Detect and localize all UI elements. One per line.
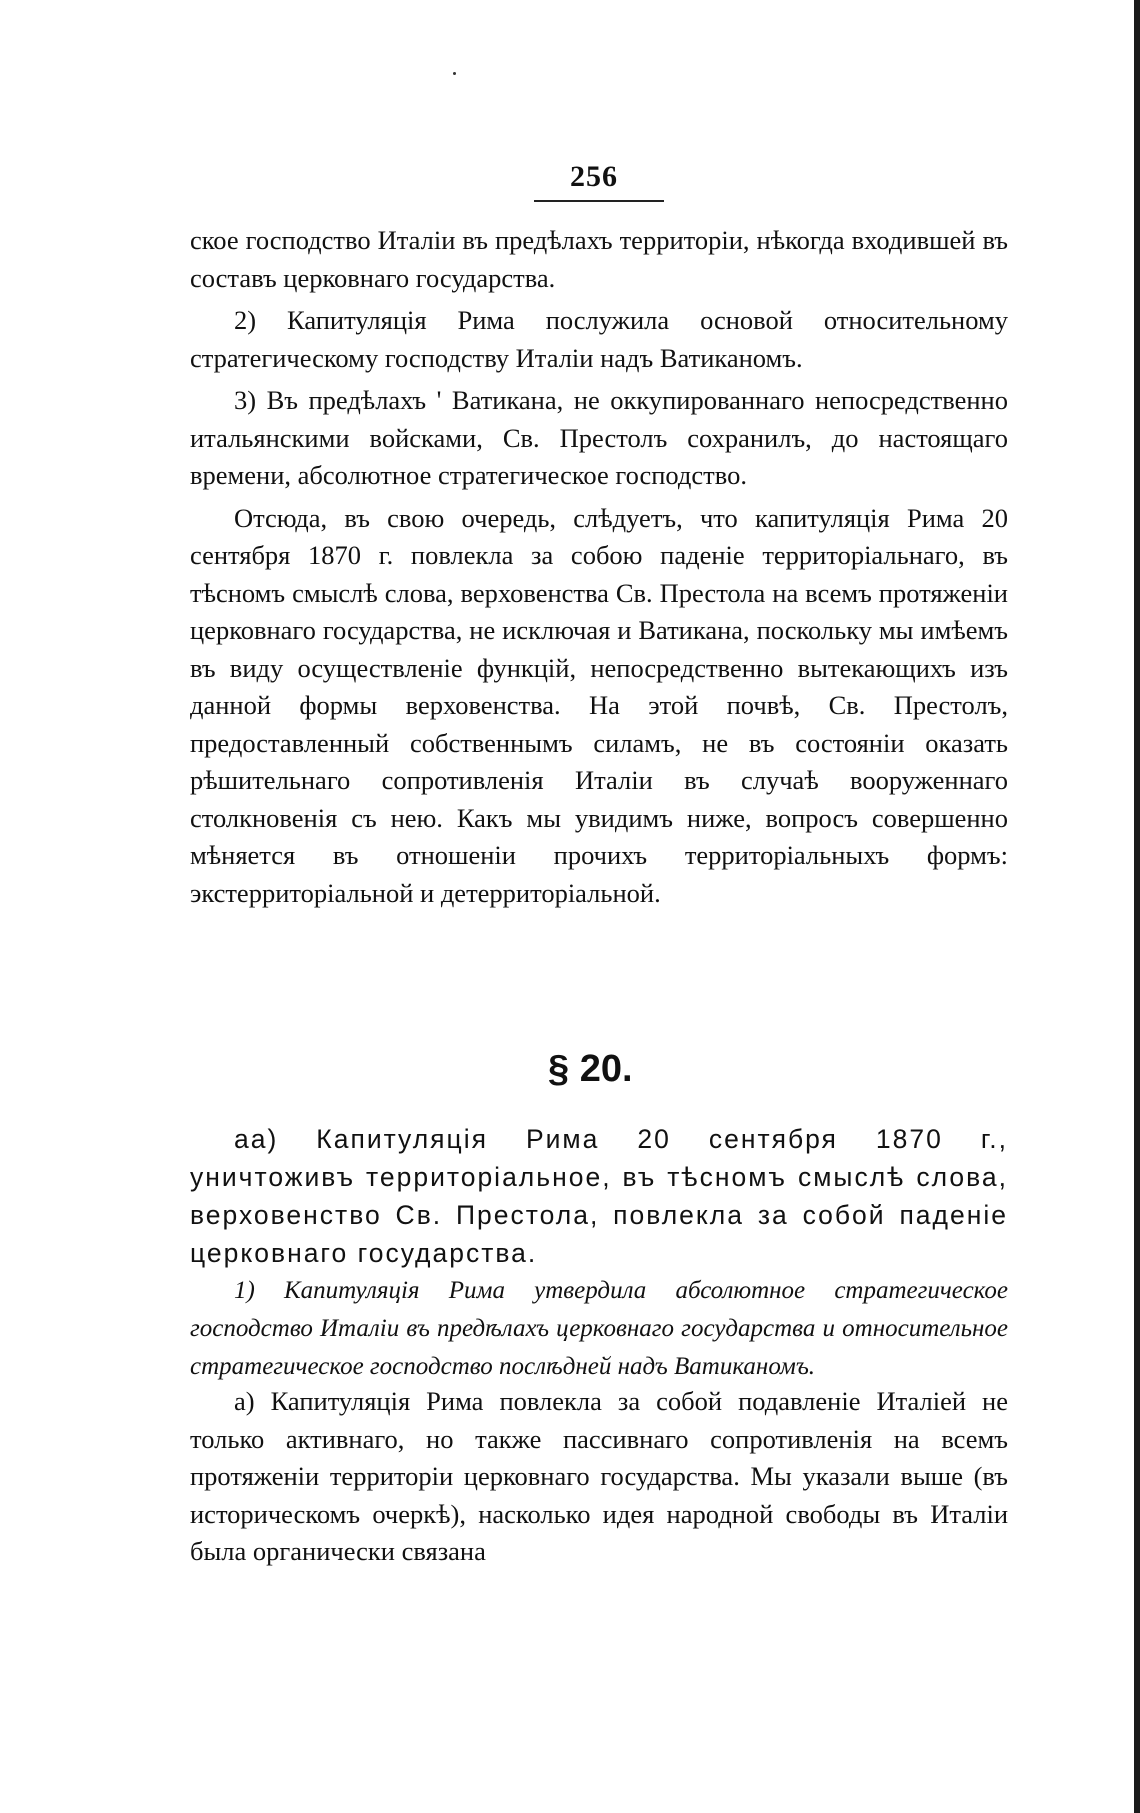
paragraph-italic-text: 1) Капитуляція Рима утвердила абсолютное стратегическое господство Италіи въ предѣлахъ церковнаго государства и относительное стратегическое господство послѣдней надъ Ватиканомъ. bbox=[190, 1277, 1008, 1380]
paragraph-aa-text: аа) Капитуляція Рима 20 сентября 1870 г., уничтоживъ территоріальное, въ тѣсномъ смыслѣ слова, верховенство Св. Престола, повлекла за собой паденіе церковнаго государства. bbox=[190, 1124, 1008, 1268]
section-heading: § 20. bbox=[548, 1048, 633, 1090]
text-block-top bbox=[190, 222, 1008, 912]
paragraph-point-2: 2) Капитуляція Рима послужила основой относительному стратегическому господству Италіи надъ Ватиканомъ. bbox=[190, 305, 1008, 373]
scan-edge bbox=[1134, 0, 1140, 1813]
page-number: 256 bbox=[570, 160, 618, 193]
page-number-rule bbox=[534, 200, 664, 202]
paragraph-conclusion: Отсюда, въ свою очередь, слѣдуетъ, что капитуляція Рима 20 сентября 1870 г. повлекла за собою паденіе территоріальнаго, въ тѣсномъ смыслѣ слова, верховенства Св. Престола на всемъ протяженіи церковнаго государства, не исключая и Ватикана, поскольку мы имѣемъ въ виду осуществленіе функцій, непосредственно вытекающихъ изъ данной формы верховенства. На этой почвѣ, Св. Престолъ, предоставленный собственнымъ силамъ, не въ состояніи оказать рѣшительнаго сопротивленія Италіи въ случаѣ вооруженнаго столкновенія съ нею. Какъ мы увидимъ ниже, вопросъ совершенно мѣняется въ отношеніи прочихъ территоріальныхъ формъ: экстерриторіальной и детерриторіальной. bbox=[190, 502, 1008, 908]
paragraph-a-text: а) Капитуляція Рима повлекла за собой подавленіе Италіей не только активнаго, но также пассивнаго сопротивленія на всемъ протяженіи территоріи церковнаго государства. Мы указали выше (въ историческомъ очеркѣ), насколько идея народной свободы въ Италіи была органически связана bbox=[190, 1386, 1008, 1566]
paragraph-point-3: 3) Въ предѣлахъ ' Ватикана, не оккупированнаго непосредственно итальянскими войсками, Св. Престолъ сохранилъ, до настоящаго времени, абсолютное стратегическое господство. bbox=[190, 385, 1008, 490]
paragraph-a bbox=[190, 1383, 1008, 1571]
paragraph-italic-thesis bbox=[190, 1272, 1008, 1386]
paragraph-continuation: ское господство Италіи въ предѣлахъ территоріи, нѣкогда входившей въ составъ церковнаго государства. bbox=[190, 225, 1008, 293]
scan-speck bbox=[453, 72, 456, 75]
paragraph-aa bbox=[190, 1120, 1008, 1272]
